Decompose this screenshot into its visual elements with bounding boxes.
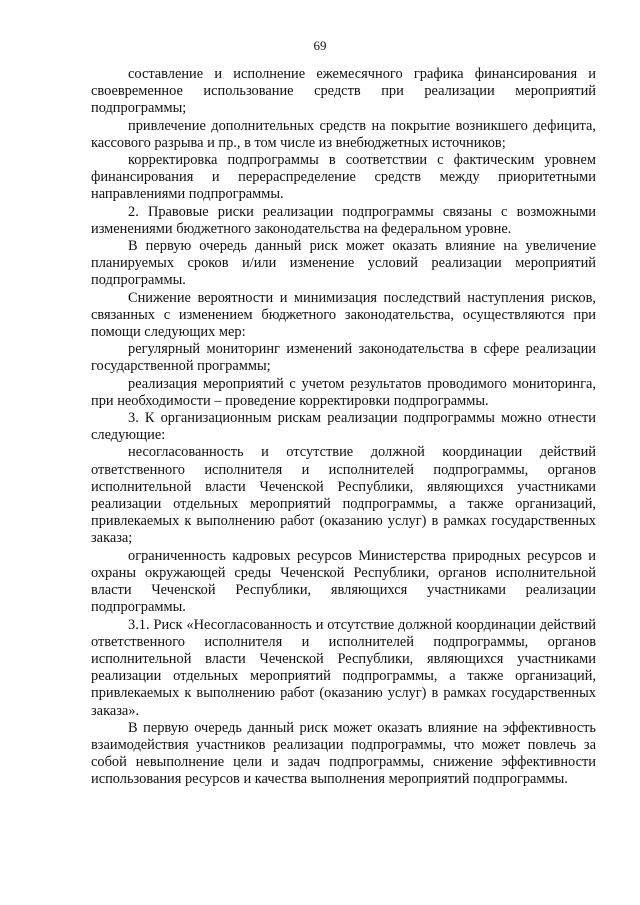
paragraph-legal-risk-impact: В первую очередь данный риск может оказать влияние на увеличение планируемых сроков и/или изменение условий реализации мероприятий подпрограммы. <box>91 238 596 289</box>
paragraph-legal-risks: 2. Правовые риски реализации подпрограммы связаны с возможными изменениями бюджетного законодательства на федеральном уровне. <box>91 203 596 237</box>
paragraph-program-adjustment: корректировка подпрограммы в соответствии с фактическим уровнем финансирования и перераспределение средств между приоритетными направлениями подпрограммы. <box>91 152 596 203</box>
paragraph-organizational-risks: 3. К организационным рискам реализации подпрограммы можно отнести следующие: <box>91 410 596 444</box>
paragraph-risk-3-1-impact: В первую очередь данный риск может оказать влияние на эффективность взаимодействия участников реализации подпрограммы, что может повлечь за собой невыполнение цели и задач подпрограммы, снижение эффективности использования ресурсов и качества выполнения мероприятий подпрограммы. <box>91 719 596 788</box>
paragraph-additional-funds: привлечение дополнительных средств на покрытие возникшего дефицита, кассового разрыва и пр., в том числе из внебюджетных источников; <box>91 117 596 151</box>
paragraph-funding-schedule: составление и исполнение ежемесячного графика финансирования и своевременное использование средств при реализации мероприятий подпрограммы; <box>91 66 596 117</box>
paragraph-risk-3-1: 3.1. Риск «Несогласованность и отсутствие должной координации действий ответственного исполнителя и исполнителей подпрограммы, органов исполнительной власти Чеченской Республики, являющихся участниками реализации отдельных мероприятий подпрограммы, а также организаций, привлекаемых к выполнению работ (оказанию услуг) в рамках государственных заказа». <box>91 616 596 719</box>
paragraph-legislation-monitoring: регулярный мониторинг изменений законодательства в сфере реализации государственной программы; <box>91 341 596 375</box>
paragraph-coordination-risk: несогласованность и отсутствие должной координации действий ответственного исполнителя и исполнителей подпрограммы, органов исполнительной власти Чеченской Республики, являющихся участниками реализации отдельных мероприятий подпрограммы, а также организаций, привлекаемых к выполнению работ (оказанию услуг) в рамках государственных заказа; <box>91 444 596 547</box>
document-body <box>91 66 596 789</box>
paragraph-risk-mitigation: Снижение вероятности и минимизация последствий наступления рисков, связанных с изменением бюджетного законодательства, осуществляются при помощи следующих мер: <box>91 289 596 341</box>
paragraph-staff-resources: ограниченность кадровых ресурсов Министерства природных ресурсов и охраны окружающей среды Чеченской Республики, органов исполнительной власти Чеченской Республики, являющихся участниками реализации подпрограммы. <box>91 547 596 616</box>
paragraph-monitoring-results: реализация мероприятий с учетом результатов проводимого мониторинга, при необходимости – проведение корректировки подпрограммы. <box>91 375 596 409</box>
page-number: 69 <box>313 38 327 53</box>
